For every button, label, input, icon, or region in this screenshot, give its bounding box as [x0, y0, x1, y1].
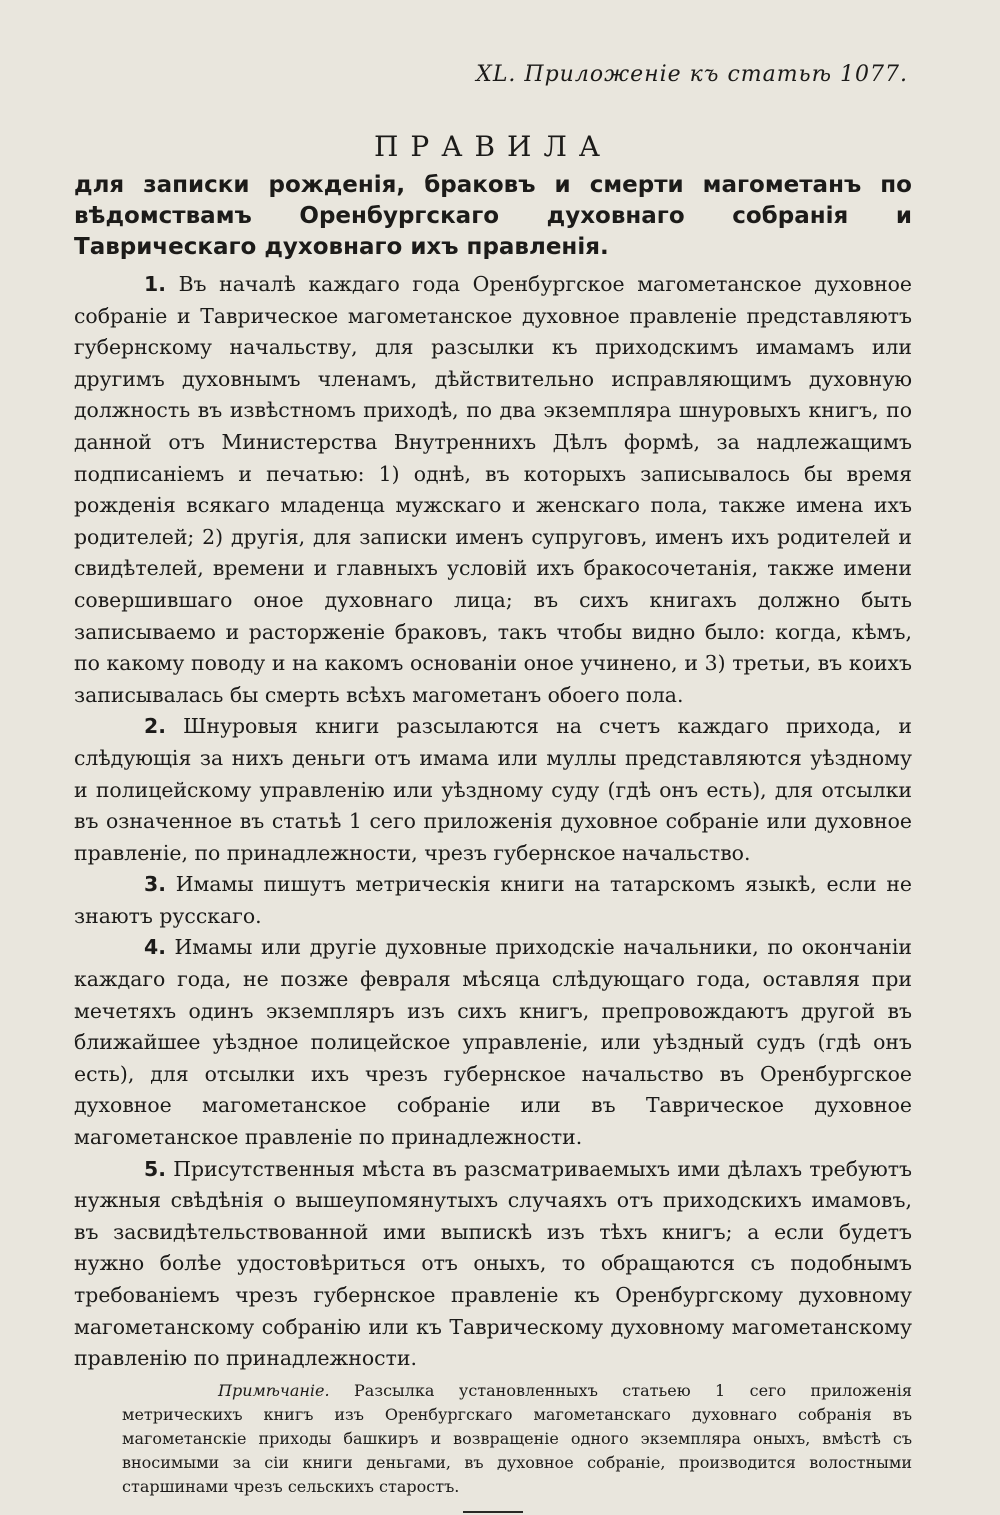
- article-4: [74, 932, 912, 1153]
- article-text: Шнуровыя книги разсылаются на счетъ каждаго прихода, и слѣдующiя за нихъ деньги отъ имама или муллы представляются уѣздному и полицейскому управленiю или уѣздному суду (гдѣ онъ есть), для отсылки въ означенное въ статьѣ 1 сего приложенiя духовное собранiе или духовное правленiе, по принадлежности, чрезъ губернское начальство.: [74, 714, 912, 865]
- note-label: Примѣчанiе.: [218, 1380, 330, 1400]
- article-number: 1.: [144, 272, 166, 296]
- article-1: [74, 269, 912, 711]
- article-text: Присутственныя мѣста въ разсматриваемыхъ ими дѣлахъ требуютъ нужныя свѣдѣнiя о вышеупомянутыхъ случаяхъ отъ приходскихъ имамовъ, въ засвидѣтельствованной ими выпискѣ изъ тѣхъ книгъ; а если будетъ нужно болѣе удостовѣриться отъ оныхъ, то обращаются съ подобнымъ требованiемъ чрезъ губернское правленiе къ Оренбургскому духовному магометанскому собранiю или къ Таврическому духовному магометанскому правленiю по принадлежности.: [74, 1156, 912, 1371]
- article-number: 2.: [144, 714, 166, 739]
- article-text: Имамы пишутъ метрическiя книги на татарскомъ языкѣ, если не знаютъ русскаго.: [74, 872, 912, 928]
- page-subtitle: для записки рожденiя, браковъ и смерти магометанъ по вѣдомствамъ Оренбургскаго духовнаго собранiя и Таврическаго духовнаго ихъ правленiя.: [74, 172, 912, 260]
- article-number: 5.: [144, 1156, 166, 1181]
- article-number: 3.: [144, 872, 166, 897]
- article-text: Имамы или другiе духовные приходскiе начальники, по окончанiи каждаго года, не позже февраля мѣсяца слѣдующаго года, оставляя при мечетяхъ одинъ экземпляръ изъ сихъ книгъ, препровождаютъ другой въ ближайшее уѣздное полицейское управленiе, или уѣздный судъ (гдѣ онъ есть), для отсылки ихъ чрезъ губернское начальство въ Оренбургское духовное магометанское собранiе или въ Таврическое духовное магометанское правленiе по принадлежности.: [74, 935, 912, 1150]
- article-text: Въ началѣ каждаго года Оренбургское магометанское духовное собранiе и Таврическое магометанское духовное правленiе представляютъ губернскому начальству, для разсылки къ приходскимъ имамамъ или другимъ духовнымъ членамъ, дѣйствительно исправляющимъ духовную должность въ извѣстномъ приходѣ, по два экземпляра шнуровыхъ книгъ, по данной отъ Министерства Внутреннихъ Дѣлъ формѣ, за надлежащимъ подписанiемъ и печатью: 1) однѣ, въ которыхъ записывалось бы время рожденiя всякаго младенца мужскаго и женскаго пола, также имена ихъ родителей; 2) другiя, для записки именъ супруговъ, именъ ихъ родителей и свидѣтелей, времени и главныхъ условiй ихъ бракосочетанiя, также имени совершившаго оное духовнаго лица; въ сихъ книгахъ должно быть записываемо и расторженiе браковъ, такъ чтобы видно было: когда, кѣмъ, по какому поводу и на какомъ основанiи оное учинено, и 3) третьи, въ коихъ записывалась бы смерть всѣхъ магометанъ обоего пола.: [74, 272, 912, 707]
- article-5: [74, 1154, 912, 1375]
- article-2: [74, 711, 912, 869]
- footnote: [122, 1379, 912, 1499]
- article-3: [74, 869, 912, 932]
- note-text: Разсылка установленныхъ статьею 1 сего приложенiя метрическихъ книгъ изъ Оренбургскаго магометанскаго духовнаго собранiя въ магометанскiе приходы башкиръ и возвращенiе одного экземпляра оныхъ, вмѣстѣ съ вносимыми за сiи книги деньгами, въ духовное собранiе, производится волостными старшинами чрезъ сельскихъ старостъ.: [122, 1380, 912, 1496]
- running-head: XL. Приложенiе къ статьѣ 1077.: [476, 62, 908, 87]
- end-rule: [463, 1511, 523, 1513]
- article-number: 4.: [144, 935, 166, 960]
- page-title: ПРАВИЛА: [373, 130, 613, 163]
